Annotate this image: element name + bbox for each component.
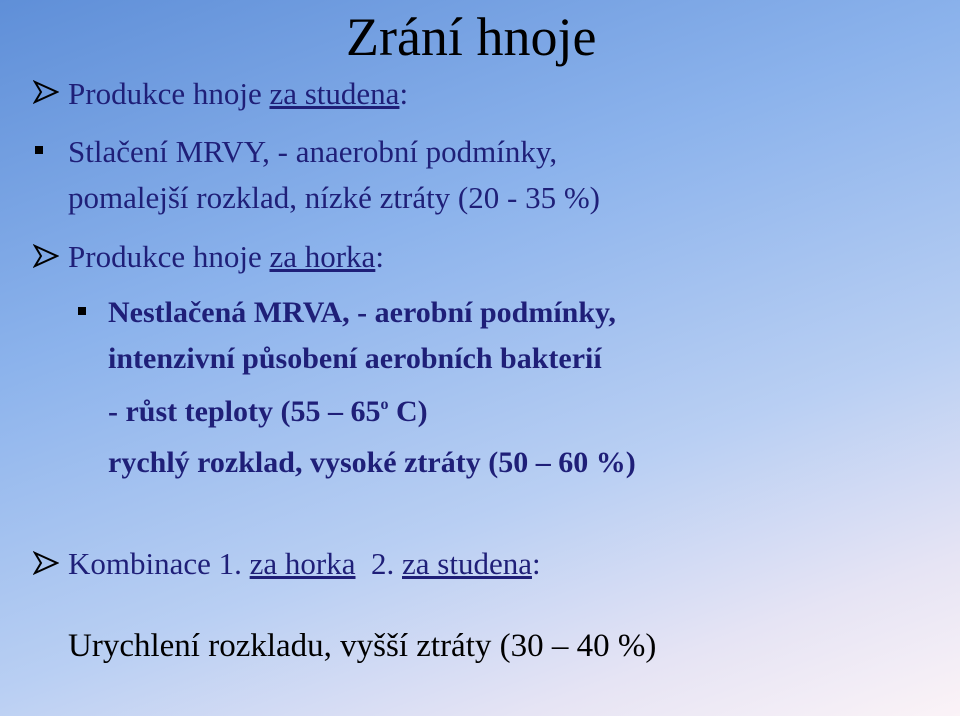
hot-heading-text: Produkce hnoje <box>68 239 270 274</box>
combo-heading-mid: 2. <box>355 546 402 581</box>
hot-heading-colon: : <box>375 239 384 274</box>
combo-heading-text: Kombinace 1. <box>68 546 250 581</box>
hot-bullet-line-3 <box>108 397 428 427</box>
combo-heading-colon: : <box>531 546 541 581</box>
slide-title: Zrání hnoje <box>346 7 597 67</box>
combo-link-hot[interactable]: za horka <box>249 546 356 581</box>
hot-bullet-line-1: Nestlačená MRVA, - aerobní podmínky, <box>108 296 616 329</box>
combo-link-cold[interactable]: za studena <box>402 546 532 581</box>
hot-bullet-line-2: intenzivní působení aerobních bakterií <box>108 342 602 375</box>
arrow-bullet-icon <box>33 244 59 268</box>
combo-result: Urychlení rozkladu, vyšší ztráty (30 – 40 %) <box>68 628 657 664</box>
square-bullet-icon <box>35 146 43 154</box>
cold-bullet-line-2: pomalejší rozklad, nízké ztráty (20 - 35 %) <box>68 180 600 215</box>
temp-range-text: - růst teploty (55 – 65 <box>108 395 381 428</box>
temp-unit: C) <box>388 395 428 428</box>
cold-heading-colon: : <box>399 76 409 111</box>
cold-heading-link[interactable]: za studena <box>269 76 400 111</box>
hot-bullet-line-4: rychlý rozklad, vysoké ztráty (50 – 60 %) <box>108 446 636 479</box>
cold-heading-text: Produkce hnoje <box>68 76 270 111</box>
cold-heading <box>68 78 408 109</box>
arrow-bullet-icon <box>33 80 59 104</box>
arrow-bullet-icon <box>33 551 59 575</box>
degree-sup: o <box>380 396 389 413</box>
cold-bullet-line-1: Stlačení MRVY, - anaerobní podmínky, <box>68 134 558 169</box>
hot-heading-link[interactable]: za horka <box>269 239 376 274</box>
hot-heading <box>68 241 384 272</box>
combo-heading <box>68 548 541 579</box>
square-bullet-icon <box>78 307 86 315</box>
